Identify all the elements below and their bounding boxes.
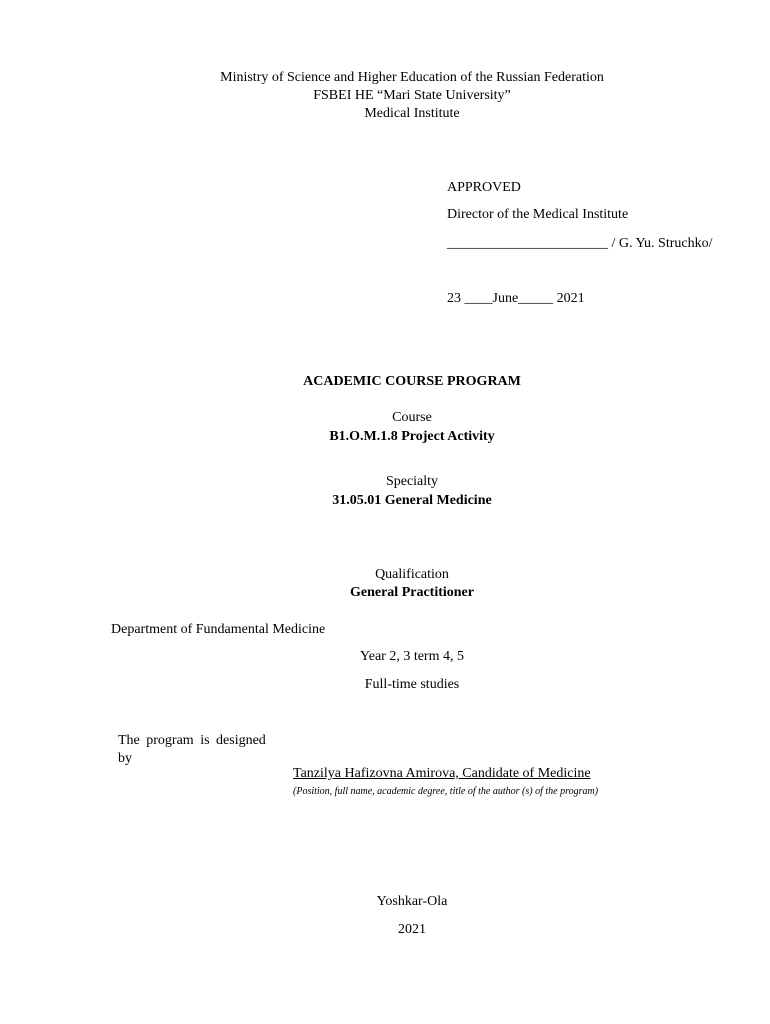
- city-name: Yoshkar-Ola: [376, 894, 448, 909]
- director-title: Director of the Medical Institute: [447, 207, 629, 222]
- signature-line: _______________________ / G. Yu. Struchko/: [447, 236, 713, 251]
- year-term: Year 2, 3 term 4, 5: [360, 649, 464, 664]
- qualification-name: General Practitioner: [349, 585, 474, 600]
- specialty-label: Specialty: [385, 474, 439, 489]
- specialty-name: 31.05.01 General Medicine: [332, 493, 492, 508]
- approval-date: 23 ____June_____ 2021: [447, 291, 585, 306]
- university-name: FSBEI HE “Mari State University”: [313, 88, 511, 103]
- course-label: Course: [392, 410, 432, 425]
- author-name: Tanzilya Hafizovna Amirova, Candidate of Medicine: [293, 766, 591, 781]
- designed-by-label: The program is designed by: [118, 733, 266, 766]
- program-title: ACADEMIC COURSE PROGRAM: [303, 374, 521, 389]
- institute-name: Medical Institute: [364, 106, 460, 121]
- ministry-name: Ministry of Science and Higher Education of the Russian Federation: [220, 70, 604, 85]
- department-name: Department of Fundamental Medicine: [111, 622, 326, 637]
- course-name: B1.O.M.1.8 Project Activity: [329, 429, 495, 444]
- qualification-label: Qualification: [375, 567, 449, 582]
- approved-label: APPROVED: [447, 180, 521, 195]
- document-year: 2021: [398, 922, 426, 937]
- study-form: Full-time studies: [364, 677, 460, 692]
- author-note: (Position, full name, academic degree, title of the author (s) of the program): [293, 786, 599, 797]
